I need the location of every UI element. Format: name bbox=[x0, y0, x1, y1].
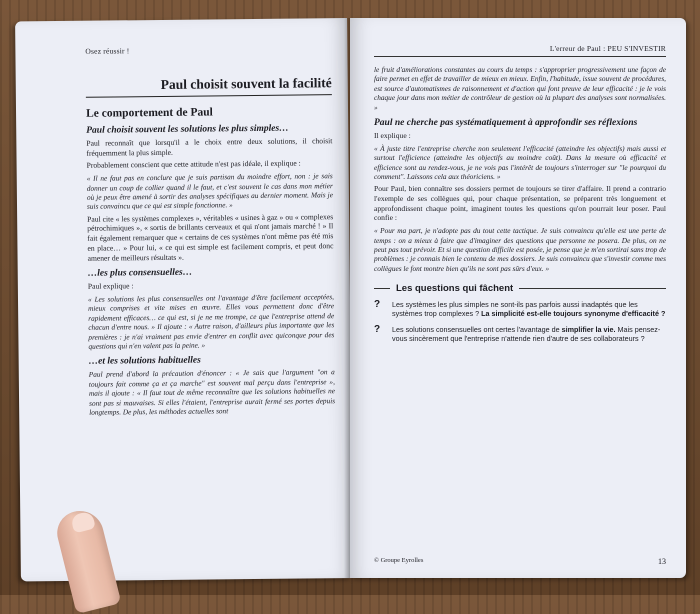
question-2-text2: Mais pensez-vous sincèrement que l'entreprise n'attende rien d'autre de ses collaborateurs ? bbox=[392, 324, 661, 343]
subhead-consensual: …les plus consensuelles… bbox=[87, 267, 193, 279]
right-running-head: L'erreur de Paul : PEU S'INVESTIR bbox=[549, 44, 666, 53]
paragraph-4-intro: Paul explique : bbox=[87, 281, 134, 291]
quote-2: « Il ne faut pas en conclure que je suis partisan du moindre effort, non : je sais donner un coup de collier quand il le faut, et c'est souvent le cas dans mon métier où je peux être amené à sortir des analyses spécifiques au dernier moment. Mais je suis convaincu que ce qui est simple fonctionne. » bbox=[86, 171, 333, 212]
right-paragraph-1-intro: Il explique : bbox=[374, 131, 411, 141]
box-title-line bbox=[519, 288, 666, 289]
subhead-habitual: …et les solutions habituelles bbox=[88, 355, 201, 368]
right-page-number: 13 bbox=[658, 557, 666, 566]
chapter-title: Paul choisit souvent la facilité bbox=[160, 75, 332, 92]
questions-box-title-text: Les questions qui fâchent bbox=[396, 283, 514, 295]
quote-4: « Les solutions les plus consensuelles ont l'avantage d'être facilement acceptées, mieux comprises et vite mises en œuvre. Elles vous permettent donc d'être rapidement efficaces… ce qui est, si je ne me trompe, ce que l'entreprise attend de chacun d'entre nous. » Il ajoute : « Autre raison, d'ailleurs plus importante que les premières : je n'ai vraiment pas envie d'entrer en conflit avec quiconque pour des questions qui n'en valent pas la peine. » bbox=[87, 292, 335, 351]
continued-quote: le fruit d'améliorations constantes au cours du temps : s'approprier progressivement une façon de faire permet en effet de travailler de mieux en mieux. Enfin, l'habitude, issue souvent de procédures, est source d'automatismes de raisonnement et d'action qui font preuve de leur efficacité : je le vois chaque jour dans mon métier de contrôleur de gestion où la plupart des analyses sont normalisées. » bbox=[374, 65, 666, 112]
paragraph-5: Paul prend d'abord la précaution d'énoncer : « Je sais que l'argument "on a toujours fait comme ça et ça marche" est souvent mal perçu dans l'entreprise », mais il ajoute : « Il faut tout de même reconnaître que les solutions habituelles ne sont pas si mauvaises. Si elles l'étaient, l'entreprise aurait fermé ses portes depuis longtemps. De plus, les méthodes actuelles sont bbox=[88, 367, 336, 417]
questions-box bbox=[374, 283, 666, 343]
right-quote-1: « À juste titre l'entreprise cherche non seulement l'efficacité (atteindre les objectifs) mais aussi et surtout l'efficience (atteindre les objectifs au moindre coût). Dans la mesure où efficacité et efficience sont au rendez-vous, je ne vois pas l'intérêt de toujours s'interroger sur "le pourquoi du comment". Laissons cela aux théoriciens. » bbox=[374, 143, 666, 181]
question-text-1 bbox=[392, 300, 666, 318]
question-mark-icon: ? bbox=[374, 299, 381, 311]
question-2-text: Les solutions consensuelles ont certes l'avantage de bbox=[392, 324, 560, 334]
running-head-rule bbox=[374, 56, 666, 57]
chapter-rule bbox=[86, 94, 332, 98]
paragraph-3: Paul cite « les systèmes complexes », véritables « usines à gaz » ou « complexes pétrochimiques », « sortis de brillants cerveaux et qui n'ont jamais marché ! » Il fait également remarquer que « certains de ces systèmes n'ont même pas été mis en place… » Pour lui, « ce qui est simple est facilement compris, et peut donc amener de meilleurs résultats ». bbox=[87, 211, 334, 263]
paragraph-2-intro: Probablement conscient que cette attitude n'est pas idéale, il explique : bbox=[86, 158, 301, 171]
right-quote-2: « Pour ma part, je n'adopte pas du tout cette tactique. Je suis convaincu qu'elle est une perte de temps : on a mieux à faire que d'imaginer des questions que personne ne posera. De plus, on ne peut pas tout prévoir. Et si une question difficile est posée, je pense que je m'en sortirai sans trop de problèmes : je connais bien le contenu de mes dossiers. Je suis convaincu que s'investir comme mes collègues le font montre bien qu'ils ne sont pas sûrs d'eux. » bbox=[374, 226, 666, 273]
question-text-2 bbox=[392, 325, 666, 343]
question-mark-icon: ? bbox=[374, 323, 381, 335]
question-2-bold: simplifier la vie. bbox=[561, 324, 616, 334]
left-running-head: Osez réussir ! bbox=[85, 46, 130, 56]
question-item-2 bbox=[374, 325, 666, 343]
box-title-dash bbox=[374, 288, 390, 289]
right-subhead: Paul ne cherche pas systématiquement à approfondir ses réflexions bbox=[374, 118, 638, 129]
question-1-text: Les systèmes les plus simples ne sont-ils pas parfois aussi inadaptés que les systèmes trop complexes ? bbox=[392, 300, 638, 319]
paragraph-1: Paul reconnaît que lorsqu'il a le choix entre deux solutions, il choisit fréquemment la plus simple. bbox=[86, 136, 333, 158]
questions-box-title bbox=[374, 283, 666, 294]
question-item-1 bbox=[374, 300, 666, 318]
left-page bbox=[15, 18, 353, 581]
subhead-simple: Paul choisit souvent les solutions les plus simples… bbox=[86, 123, 289, 136]
question-1-bold: La simplicité est-elle toujours synonyme d'efficacité ? bbox=[481, 309, 666, 319]
right-paragraph-2: Pour Paul, bien connaître ses dossiers permet de toujours se tirer d'affaire. Il prend a contrario l'exemple de ses collègues qui, pour chaque présentation, se préparent très longuement et approfondissent chaque point, imaginent toutes les questions qu'on pourrait leur poser. Paul confie : bbox=[374, 184, 666, 223]
right-page bbox=[350, 18, 686, 578]
right-footer: © Groupe Eyrolles bbox=[374, 557, 424, 564]
open-book bbox=[18, 18, 686, 578]
section-title: Le comportement de Paul bbox=[85, 106, 213, 120]
